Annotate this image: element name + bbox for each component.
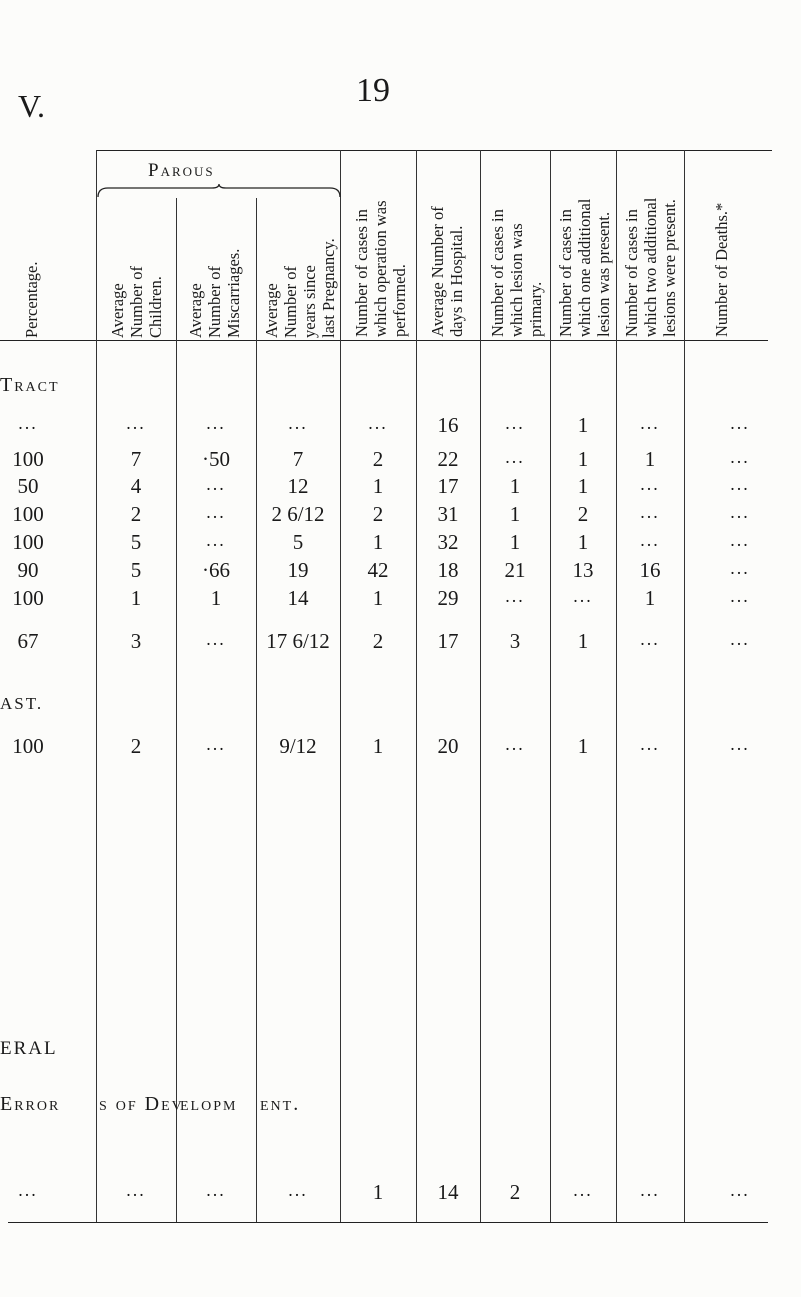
column-divider [684, 150, 685, 1222]
table-cell: 1 [577, 413, 589, 437]
table-cell: ... [288, 1180, 308, 1200]
table-cell: ·66 [202, 558, 230, 582]
header-avg-children: Average Number of Children. [108, 266, 165, 338]
table-cell: 1 [644, 586, 656, 610]
column-divider [340, 150, 341, 1222]
table-cell: 2 [372, 629, 384, 653]
table-cell: ... [18, 413, 38, 433]
table-cell: 1 [372, 474, 384, 498]
table-cell: ... [640, 629, 660, 649]
column-divider [256, 198, 257, 1222]
table-cell: ... [730, 413, 750, 433]
table-cell: 100 [12, 502, 44, 526]
table-cell: 1 [130, 586, 142, 610]
table-cell: ... [640, 1180, 660, 1200]
table-cell: 19 [287, 558, 309, 582]
section-error-1: Error [0, 1093, 61, 1115]
table-cell: 100 [12, 530, 44, 554]
table-cell: 17 [437, 474, 459, 498]
table-cell: 100 [12, 734, 44, 758]
table-cell: 67 [17, 629, 39, 653]
column-divider [616, 150, 617, 1222]
table-cell: ... [206, 734, 226, 754]
top-rule [96, 150, 772, 151]
table-cell: 2 [130, 734, 142, 758]
table-cell: ... [730, 629, 750, 649]
table-cell: ... [505, 734, 525, 754]
table-cell: 5 [130, 558, 142, 582]
table-cell: 1 [210, 586, 222, 610]
table-cell: ... [730, 558, 750, 578]
table-cell: 50 [17, 474, 39, 498]
table-bottom-rule [8, 1222, 768, 1223]
table-cell: 31 [437, 502, 459, 526]
column-divider [480, 150, 481, 1222]
table-cell: 14 [287, 586, 309, 610]
table-cell: 1 [644, 447, 656, 471]
header-avg-miscarriages: Average Number of Miscarriages. [186, 248, 243, 338]
table-cell: ... [640, 413, 660, 433]
table-cell: ... [730, 530, 750, 550]
table-cell: 1 [509, 530, 521, 554]
header-primary: Number of cases in which lesion was primary. [488, 209, 545, 337]
table-cell: 14 [437, 1180, 459, 1204]
section-eral: ERAL [0, 1038, 58, 1059]
section-error-2: s of Dev [99, 1093, 184, 1115]
column-divider [176, 198, 177, 1222]
table-cell: ... [18, 1180, 38, 1200]
table-cell: ... [206, 502, 226, 522]
table-cell: 3 [130, 629, 142, 653]
table-cell: ... [730, 447, 750, 467]
table-cell: ... [126, 1180, 146, 1200]
table-cell: 1 [577, 447, 589, 471]
table-cell: 16 [437, 413, 459, 437]
table-cell: 42 [367, 558, 389, 582]
table-cell: 4 [130, 474, 142, 498]
table-cell: ... [288, 413, 308, 433]
table-cell: ... [505, 586, 525, 606]
table-cell: 7 [130, 447, 142, 471]
table-cell: ... [126, 413, 146, 433]
table-cell: 2 [372, 502, 384, 526]
table-cell: ... [640, 734, 660, 754]
header-one-additional: Number of cases in which one additional lesion was present. [556, 198, 613, 337]
header-two-additional: Number of cases in which two additional lesions were present. [622, 197, 679, 337]
table-cell: ... [640, 502, 660, 522]
table-cell: ... [573, 1180, 593, 1200]
table-cell: 17 [437, 629, 459, 653]
section-error-3: elopm [180, 1093, 238, 1115]
table-cell: 1 [372, 586, 384, 610]
table-cell: ... [206, 413, 226, 433]
table-cell: 1 [577, 474, 589, 498]
table-cell: 22 [437, 447, 459, 471]
table-cell: ... [206, 1180, 226, 1200]
table-cell: ... [368, 413, 388, 433]
table-cell: 1 [509, 474, 521, 498]
table-cell: 18 [437, 558, 459, 582]
header-operation: Number of cases in which operation was performed. [352, 200, 409, 337]
table-cell: ... [206, 474, 226, 494]
section-error-4: ent. [260, 1093, 301, 1115]
table-cell: 5 [292, 530, 304, 554]
header-days-hospital: Average Number of days in Hospital. [428, 206, 466, 337]
table-cell: ... [573, 586, 593, 606]
section-ast: AST. [0, 694, 44, 713]
table-cell: ... [730, 1180, 750, 1200]
table-cell: 1 [372, 734, 384, 758]
page-number: 19 [356, 72, 390, 109]
table-cell: ... [730, 474, 750, 494]
header-percentage: Percentage. [22, 261, 41, 338]
table-cell: 100 [12, 447, 44, 471]
group-brace [96, 184, 342, 198]
table-cell: 1 [577, 530, 589, 554]
header-avg-years: Average Number of years since last Pregnancy. [262, 238, 338, 338]
column-divider [550, 150, 551, 1222]
table-cell: 3 [509, 629, 521, 653]
table-cell: ... [505, 447, 525, 467]
table-cell: ... [730, 586, 750, 606]
table-cell: ·50 [202, 447, 230, 471]
table-cell: 5 [130, 530, 142, 554]
table-cell: 21 [504, 558, 526, 582]
column-divider [96, 150, 97, 1222]
table-cell: 90 [17, 558, 39, 582]
table-cell: 1 [372, 1180, 384, 1204]
table-cell: 2 [372, 447, 384, 471]
column-divider [416, 150, 417, 1222]
table-cell: 9/12 [279, 734, 317, 758]
table-cell: 1 [577, 629, 589, 653]
table-cell: 2 6/12 [271, 502, 325, 526]
header-bottom-rule [0, 340, 768, 341]
table-cell: 2 [577, 502, 589, 526]
table-cell: ... [206, 530, 226, 550]
table-cell: 7 [292, 447, 304, 471]
table-cell: ... [206, 629, 226, 649]
table-cell: 20 [437, 734, 459, 758]
table-cell: ... [730, 502, 750, 522]
table-cell: 29 [437, 586, 459, 610]
table-cell: 2 [130, 502, 142, 526]
table-cell: ... [730, 734, 750, 754]
table-cell: ... [505, 413, 525, 433]
table-cell: 2 [509, 1180, 521, 1204]
table-cell: 12 [287, 474, 309, 498]
section-label: V. [18, 88, 45, 124]
header-deaths: Number of Deaths.* [712, 202, 731, 337]
table-cell: 13 [572, 558, 594, 582]
group-header-parous: Parous [148, 160, 215, 181]
table-cell: 1 [577, 734, 589, 758]
table-cell: 16 [639, 558, 661, 582]
table-cell: ... [640, 530, 660, 550]
section-tract: Tract [0, 374, 60, 396]
table-cell: 32 [437, 530, 459, 554]
table-cell: 17 6/12 [266, 629, 330, 653]
table-cell: 1 [509, 502, 521, 526]
table-cell: ... [640, 474, 660, 494]
table-cell: 100 [12, 586, 44, 610]
table-cell: 1 [372, 530, 384, 554]
